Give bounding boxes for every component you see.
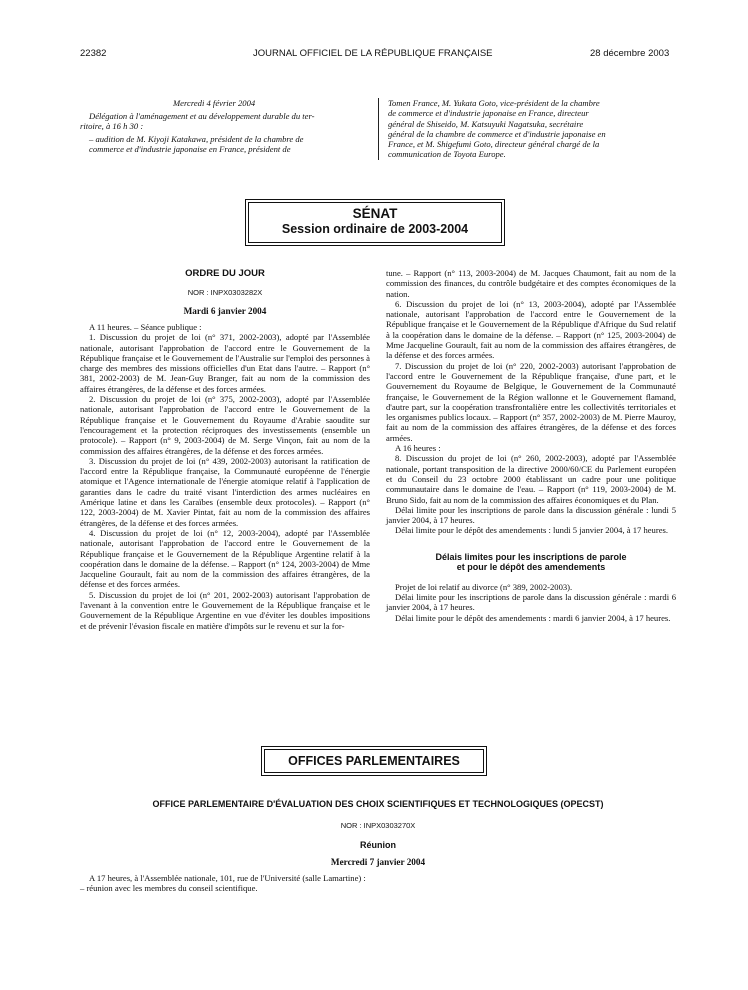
audition-line: général de Shiseido, M. Katsuyuki Nagatsuka, secrétaire [388, 118, 584, 129]
opecst-day: Mercredi 7 janvier 2004 [330, 857, 426, 867]
afternoon-time: A 16 heures : [395, 443, 441, 454]
opecst-nor: NOR : INPX0303270X [340, 821, 416, 830]
agenda-item-6: 6. Discussion du projet de loi (n° 13, 2003-2004), adopté par l'Assemblée nationale, autorisant l'approbation de l'accord entre le Gouvernement de la République française et le Gouvernement de la République d'Afrique du Sud relatif à la coopération dans le domaine de la défense. – Rapport (n° 125, 2003-2004) de Mme Jacqueline Gourault, fait au nom de la commission des affaires étrangères, de la défense et des forces armées. [386, 298, 676, 361]
agenda-item-5: 5. Discussion du projet de loi (n° 201, 2002-2003) autorisant l'approbation de l'avenant à la convention entre le Gouvernement de la République française et le Gouvernement de la République Argentine en vue d'éviter les doubles impositions et de prévenir l'évasion fiscale en matière d'impôts sur le revenu et sur la for- [80, 589, 370, 631]
agenda-item-5-cont: tune. – Rapport (n° 113, 2003-2004) de M. Jacques Chaumont, fait au nom de la commission des finances, du contrôle budgétaire et des comptes économiques de la nation. [386, 268, 676, 299]
senat-box [248, 202, 502, 243]
divorce-bill: Projet de loi relatif au divorce (n° 389, 2002-2003). [395, 581, 573, 592]
opecst-body [80, 873, 676, 894]
audition-line: général de la chambre de commerce et d'industrie japonaise en [388, 128, 606, 139]
divorce-deadline-amendments: Délai limite pour le dépôt des amendements : mardi 6 janvier 2004, à 17 heures. [395, 612, 671, 623]
column-divider [378, 98, 379, 160]
opecst-line-1: A 17 heures, à l'Assemblée nationale, 101, rue de l'Université (salle Lamartine) : [89, 873, 366, 883]
agenda-item-8: 8. Discussion du projet de loi (n° 260, 2002-2003), adopté par l'Assemblée nationale, portant transposition de la directive 2000/60/CE du Parlement européen et du Conseil du 23 octobre 2000 établissant un cadre pour une politique communautaire dans le domaine de l'eau. – Rapport (n° 119, 2003-2004) de M. Bruno Sido, fait au nom de la commission des affaires économiques et du Plan. [386, 453, 676, 505]
audition-line: communication de Toyota Europe. [388, 149, 506, 160]
senat-title: SÉNAT [352, 206, 398, 221]
agenda-item-3: 3. Discussion du projet de loi (n° 439, 2002-2003) autorisant la ratification de l'accord entre la République française, la Communauté européenne de l'énergie atomique et l'Agence internationale de l'énergie atomique relatif à l'application de garanties dans le cadre du traité visant l'interdiction des armes nucléaires en Amérique latine et dans les Caraïbes (ensemble deux protocoles). – Rapport (n° 122, 2003-2004) de M. Xavier Pintat, fait au nom de la commission des affaires étrangères, de la défense et des forces armées. [80, 455, 370, 528]
audition-line: de commerce et d'industrie japonaise en France, directeur [388, 108, 589, 119]
delais-heading-line-2: et pour le dépôt des amendements [456, 562, 606, 573]
journal-title: JOURNAL OFFICIEL DE LA RÉPUBLIQUE FRANÇAISE [253, 48, 493, 59]
ordre-right-column [386, 268, 676, 623]
audition-right [388, 98, 678, 160]
delegation-line-1: Délégation à l'aménagement et au développement durable du ter- [89, 111, 315, 121]
delais-items [386, 582, 676, 623]
delais-heading-line-1: Délais limites pour les inscriptions de parole [435, 551, 627, 562]
delegation-heading [80, 111, 370, 132]
ordre-items-right [386, 268, 676, 536]
offices-box [264, 749, 484, 773]
ordre-day: Mardi 6 janvier 2004 [183, 306, 267, 316]
nor-reference: NOR : INPX0303282X [187, 288, 263, 297]
deadline-speaking: Délai limite pour les inscriptions de parole dans la discussion générale : lundi 5 janvier 2004, à 17 heures. [386, 504, 676, 526]
divorce-deadline-speaking: Délai limite pour les inscriptions de parole dans la discussion générale : mardi 6 janvier 2004, à 17 heures. [386, 592, 676, 613]
audition-left [80, 134, 370, 155]
delais-heading [386, 552, 676, 573]
page-number: 22382 [80, 48, 107, 59]
session-intro: A 11 heures. – Séance publique : [89, 322, 202, 332]
ordre-left-column [80, 268, 370, 631]
senat-subtitle: Session ordinaire de 2003-2004 [281, 222, 469, 236]
top-date: Mercredi 4 février 2004 [173, 98, 256, 108]
delegation-line-2: ritoire, à 16 h 30 : [80, 121, 144, 132]
opecst-reunion: Réunion [360, 840, 396, 850]
opecst-line-2: – réunion avec les membres du conseil scientifique. [80, 883, 258, 894]
offices-title: OFFICES PARLEMENTAIRES [288, 754, 460, 768]
ordre-du-jour-heading: ORDRE DU JOUR [185, 268, 265, 279]
opecst-heading: OFFICE PARLEMENTAIRE D'ÉVALUATION DES CHOIX SCIENTIFIQUES ET TECHNOLOGIQUES (OPECST) [152, 799, 604, 809]
ordre-items-left [80, 322, 370, 631]
agenda-item-4: 4. Discussion du projet de loi (n° 12, 2003-2004), adopté par l'Assemblée nationale, autorisant l'approbation de l'accord entre le Gouvernement de la République française et le Gouvernement de la République Argentine relatif à la coopération dans le domaine de la défense. – Rapport (n° 124, 2003-2004) de Mme Jacqueline Gourault, fait au nom de la commission des affaires étrangères, de la défense et des forces armées. [80, 527, 370, 590]
audition-line: Tomen France, M. Yukata Goto, vice-président de la chambre [388, 98, 600, 108]
agenda-item-7: 7. Discussion du projet de loi (n° 220, 2002-2003) autorisant l'approbation de l'accord entre le Gouvernement de la République française, d'une part, et le Gouvernement du Royaume de Belgique, le Gouvernement de la Communauté française, le Gouvernement de la Région wallonne et le Gouvernement flamand, d'autre part, sur la coopération transfrontalière entre les collectivités territoriales et les organismes publics locaux. – Rapport (n° 357, 2002-2003) de M. Pierre Mauroy, fait au nom de la commission des affaires étrangères, de la défense et des forces armées. [386, 360, 676, 443]
agenda-item-1: 1. Discussion du projet de loi (n° 371, 2002-2003), adopté par l'Assemblée nationale, autorisant l'approbation de l'accord entre le Gouvernement de la République française et le Gouvernement de l'Australie sur l'emploi des personnes à charge des membres des missions officielles d'un Etat dans l'autre. – Rapport (n° 381, 2002-2003) de M. Jean-Guy Branger, fait au nom de la commission des affaires étrangères, de la défense et des forces armées. [80, 332, 370, 394]
header-date: 28 décembre 2003 [590, 48, 670, 59]
agenda-item-2: 2. Discussion du projet de loi (n° 375, 2002-2003), adopté par l'Assemblée nationale, autorisant l'approbation de l'accord entre le Gouvernement de la République française et le Gouvernement du Royaume d'Arabie saoudite sur l'encouragement et la protection réciproques des investissements (ensemble un protocole). – Rapport (n° 9, 2003-2004) de M. Serge Vinçon, fait au nom de la commission des affaires étrangères, de la défense et des forces armées. [80, 394, 370, 456]
audition-line: – audition de M. Kiyoji Katakawa, président de la chambre de [89, 134, 304, 144]
audition-line: commerce et d'industrie japonaise en France, président de [89, 144, 291, 155]
audition-line: France, et M. Shigefumi Goto, directeur général chargé de la [388, 139, 600, 150]
deadline-amendments: Délai limite pour le dépôt des amendements : lundi 5 janvier 2004, à 17 heures. [395, 525, 669, 536]
